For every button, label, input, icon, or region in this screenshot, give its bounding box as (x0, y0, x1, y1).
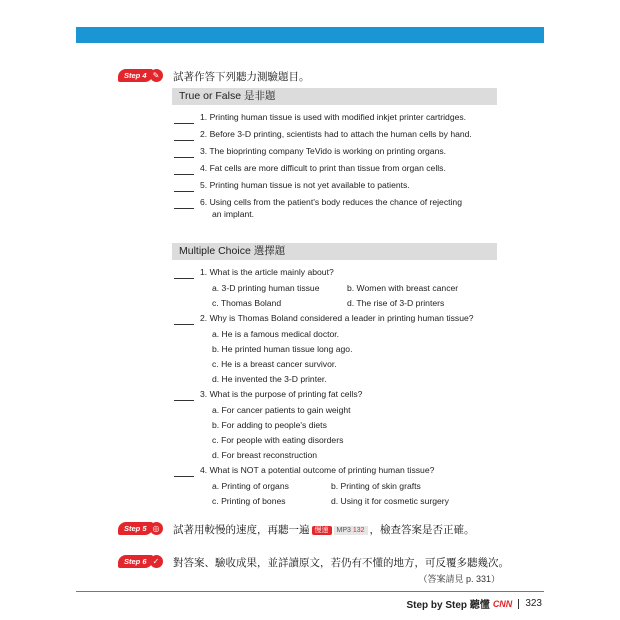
check-icon: ✓ (150, 555, 163, 568)
answer-blank[interactable] (174, 157, 194, 158)
step6-badge (118, 555, 163, 568)
step4-badge (118, 69, 163, 82)
step5-instruction: 試著用較慢的速度，再聽一遍 慢速 MP3 132 ，檢查答案是否正確。 (173, 524, 475, 536)
target-icon: ◎ (150, 522, 163, 535)
step5-badge (118, 522, 163, 535)
option-c: c. Printing of bones (212, 496, 286, 506)
footer-divider (76, 591, 544, 592)
step5-label: Step 5 (118, 522, 153, 535)
answer-blank[interactable] (174, 400, 194, 401)
step6-instruction: 對答案、驗收成果，並詳讀原文，若仍有不懂的地方，可反覆多聽幾次。 (173, 557, 509, 569)
option-d: d. For breast reconstruction (212, 450, 318, 460)
answer-page-note: （答案請見 p. 331） (418, 574, 500, 584)
option-b: b. For adding to people's diets (212, 420, 327, 430)
option-d: d. He invented the 3-D printer. (212, 374, 327, 384)
answer-blank[interactable] (174, 324, 194, 325)
option-a: a. Printing of organs (212, 481, 289, 491)
option-c: c. He is a breast cancer survivor. (212, 359, 337, 369)
option-a: a. For cancer patients to gain weight (212, 405, 351, 415)
option-d: d. Using it for cosmetic surgery (331, 496, 449, 506)
top-color-bar (76, 27, 544, 43)
answer-blank[interactable] (174, 191, 194, 192)
option-c: c. For people with eating disorders (212, 435, 344, 445)
answer-blank[interactable] (174, 123, 194, 124)
answer-blank[interactable] (174, 208, 194, 209)
answer-blank[interactable] (174, 278, 194, 279)
option-b: b. Women with breast cancer (347, 283, 459, 293)
answer-blank[interactable] (174, 476, 194, 477)
step4-instruction: 試著作答下列聽力測驗題目。 (173, 71, 310, 83)
multiple-choice-header: Multiple Choice 選擇題 (172, 243, 497, 260)
page-footer (406, 596, 542, 611)
cnn-logo: CNN (492, 598, 513, 609)
option-d: d. The rise of 3-D printers (347, 298, 445, 308)
answer-blank[interactable] (174, 174, 194, 175)
option-b: b. Printing of skin grafts (331, 481, 421, 491)
answer-blank[interactable] (174, 140, 194, 141)
step6-label: Step 6 (118, 555, 153, 568)
mp3-track-badge[interactable]: 慢速 MP3 132 (312, 525, 368, 535)
option-a: a. 3-D printing human tissue (212, 283, 320, 293)
option-b: b. He printed human tissue long ago. (212, 344, 353, 354)
step4-label: Step 4 (118, 69, 153, 82)
option-c: c. Thomas Boland (212, 298, 282, 308)
true-false-header: True or False 是非題 (172, 88, 497, 105)
option-a: a. He is a famous medical doctor. (212, 329, 340, 339)
footer-separator (518, 599, 519, 609)
footer-title: Step by Step 聽懂 (406, 600, 490, 611)
pencil-icon: ✎ (150, 69, 163, 82)
page-number: 323 (525, 598, 542, 609)
